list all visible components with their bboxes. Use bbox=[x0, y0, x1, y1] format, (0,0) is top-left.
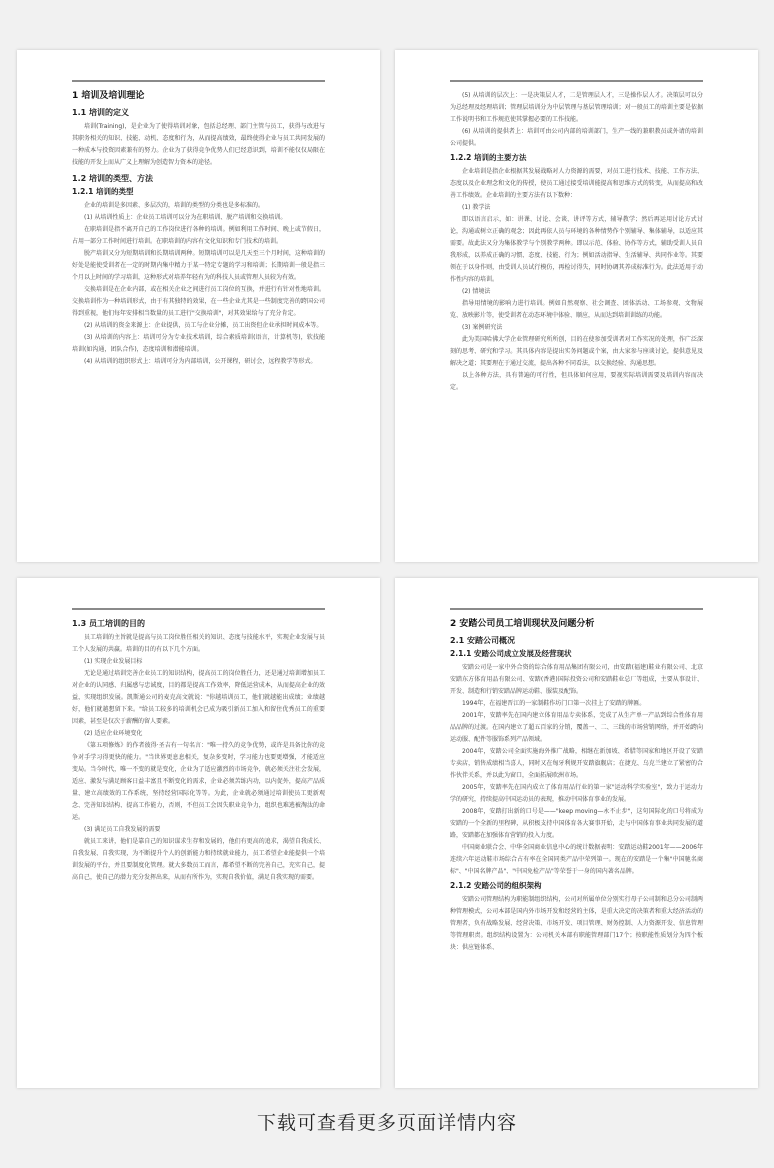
subsection-heading: 1.1 培训的定义 bbox=[72, 108, 129, 117]
page-content bbox=[72, 608, 325, 884]
body-paragraph: 就员工来讲，他们是靠自己的知识谋求生存和发展的，他们有更高的追求，渴望自我成长、自我发展、自我实现，为不断提升个人的创新能力和持续就业能力，员工希望企业能提供一个培训发展的平台，并且要制度化管理。就大多数员工而言，都希望不断的完善自己，充实自己，提高自己，使自己的潜力充分发挥出来，从而有所作为，实现自我价值，满足自我实现的需要。 bbox=[72, 838, 325, 881]
body-paragraph: 企业培训是指企业根据其发展战略对人力资源的需要，对员工进行技术、技能、工作方法、态度以及企业理念和文化的传授，使员工通过接受培训能提高和思维方式的转变，从而提高和改善工作绩效。企业培训的主要方法有以下数种： bbox=[450, 168, 703, 199]
body-paragraph: (3) 满足员工自我发展的需要 bbox=[84, 826, 161, 833]
body-paragraph: 培训(Training)，是企业为了使得培训对象，包括总经理、部门主管与员工，获得与改进与其职务相关的知识、技能、动机、态度和行为，从而提高绩效，最终使得企业与员工共同发展的一种成本与投资因素兼有的努力。企业为了获得竞争优势人们已经意识到，培训不能仅仅局限在技能的开发上而从广义上理解为创造智力资本的途径。 bbox=[72, 123, 325, 166]
page-body bbox=[450, 618, 703, 954]
subsubsection-heading: 2.1.2 安踏公司的组织架构 bbox=[450, 881, 542, 890]
body-paragraph: (2) 从培训的资金来源上：企业提供，员工与企业分摊，员工出资但企业承担时间成本等。 bbox=[84, 322, 323, 329]
body-paragraph: 指导用情境的影响力进行培训。例如自然观察、社会调查、团体活动、工场参观、文物展览、放映影片等，使受训者在动态环境中体验、顺应，从而达到培训训练的功能。 bbox=[450, 300, 703, 319]
body-paragraph: 安踏公司是一家中外合资的综合体育用品集团有限公司，由安踏(福建)鞋业有限公司、北京安踏东方体育用品有限公司、安踏(香港)国际投资公司和安踏鞋业总厂等组成，主要从事设计、开发、制造和行销安踏品牌运动鞋、服装及配饰。 bbox=[450, 664, 703, 695]
body-paragraph: (2) 适应企业环境变化 bbox=[84, 730, 143, 737]
header-rule bbox=[72, 608, 325, 610]
page-content bbox=[450, 80, 703, 394]
document-page-3 bbox=[17, 578, 380, 1088]
document-page-4 bbox=[395, 578, 758, 1088]
page-body bbox=[72, 90, 325, 368]
body-paragraph: (3) 案例研究法 bbox=[462, 324, 503, 331]
header-rule bbox=[450, 608, 703, 610]
body-paragraph: 企业的培训是多因素、多层次的，培训的类型的分类也是多标准的。 bbox=[84, 202, 265, 209]
subsubsection-heading: 1.2.2 培训的主要方法 bbox=[450, 153, 527, 162]
body-paragraph: 脱产培训又分为短期培训和长期培训两种。短期培训可以是几天至三个月时间，这种培训的好处是能使受训者在一定的时期内集中精力于某一特定专题的学习和培训；长期培训一般是指三个月以上时间的学习培训，这种形式对培养年轻有为的科技人员或管理人员较为有效。 bbox=[72, 250, 325, 281]
page-content bbox=[72, 80, 325, 368]
section-heading: 2 安踏公司员工培训现状及问题分析 bbox=[450, 619, 595, 629]
subsection-heading: 2.1 安踏公司概况 bbox=[450, 636, 515, 645]
body-paragraph: (1) 从培训性质上：企业员工培训可以分为在职培训、脱产培训和交换培训。 bbox=[84, 214, 287, 221]
body-paragraph: 无论是通过培训完善企业员工的知识结构，提高员工的岗位胜任力，还是通过培训增加员工对企业的认同感、归属感与忠诚度，目的都是提高工作效率，降低运营成本，从而提高企业的效益，实现组织发展。凯斯通公司的麦克高文就说："你越培训员工，他们就越能出成绩；业绩越好，他们就越想留下来。"给员工较多的培训机会已成为吸引新员工加入和留住优秀员工的重要因素，甚至是仅次于薪酬的留人要素。 bbox=[72, 670, 325, 725]
page-content bbox=[450, 608, 703, 954]
section-heading: 1 培训及培训理论 bbox=[72, 91, 145, 101]
subsection-heading: 1.3 员工培训的目的 bbox=[72, 619, 145, 628]
subsection-heading: 1.2 培训的类型、方法 bbox=[72, 174, 153, 183]
header-rule bbox=[72, 80, 325, 82]
body-paragraph: 2004年，安踏公司全面实施海外推广战略，相继在新加坡、希腊等国家和地区开设了安踏专卖店，销售成绩相当喜人，同时又在匈牙利规开安踏旗舰店；在捷克、乌克兰建立了紧密的合作伙伴关系，并以此为窗口，全面拓展欧洲市场。 bbox=[450, 748, 703, 779]
body-paragraph: 2005年，安踏率先在国内成立了体育用品行业的第一家"运动科学实验室"，致力于运动力学的研究，持续提高中国运动员的表现，推动中国体育事业的发展。 bbox=[450, 784, 703, 803]
subsubsection-heading: 2.1.1 安踏公司成立发展及经营现状 bbox=[450, 649, 572, 658]
document-page-2 bbox=[395, 50, 758, 562]
body-paragraph: 此为美国哈佛大学企业管理研究所所创，目的在使参加受训者对工作实况的处理，作广泛深刻的思考、研究和学习。其具体内容是提出实务问题或个案，由大家参与座谈讨论，提供意见及解决之道；其要理在于通过交流，提出各种不同看法，以交换经验、沟通思想。 bbox=[450, 336, 703, 367]
body-paragraph: 即以语言启示，如：讲课、讨论、会谈、讲评等方式，辅导教学；然后再运用讨论方式讨论，沟通或树立正确的观念；因此再依人员与环境的各种情势作个别辅导、集体辅导，以适应其需要。故此法又分为集体教学与个别教学两种。即以示范、体验、协作等方式，辅助受训人员自我形成，以养成正确的习惯、态度、技能、行为；例如活动指导、生活辅导、共同作业等。其要领在于以身作则，由受训人员试行模仿，再检讨得失，同时协调其养成标准行为。此法适用于动作性内容的培训。 bbox=[450, 216, 703, 283]
body-paragraph: 安踏公司管理结构为职能制组织结构，公司对所属单位分别实行母子公司制和总分公司制两种管理模式，公司本部是国内外市场开发和经营的主体，是重大决定的决策者和重大经济活动的管理者，负有战略发展、经营决策、市场开发、项目管理、财务控制、人力资源开发、信息管理等管理职责。组织结构设置为：公司机关本部有职能管理部门17个；按职能性质划分为四个板块：供应链体系、 bbox=[450, 896, 703, 951]
body-paragraph: 交换培训是在企业内部，或在相关企业之间进行员工岗位的互换，并进行有针对性地培训。交换培训作为一种培训形式，由于有其独特的效果，在一些企业尤其是一些制度完善的跨国公司得到重视，他们每年安排相当数量的员工进行"交换培训"，对其效果给与了充分肯定。 bbox=[72, 286, 325, 317]
body-paragraph: (6) 从培训的提供者上：培训可由公司内部的培训部门，生产一线的兼职教员或外请的培训公司提供。 bbox=[450, 128, 703, 147]
body-paragraph: (2) 情境法 bbox=[462, 288, 491, 295]
subsubsection-heading: 1.2.1 培训的类型 bbox=[72, 187, 134, 196]
page-body bbox=[450, 90, 703, 394]
body-paragraph: 2001年，安踏率先在国内建立体育用品专卖体系，完成了从生产单一产品到综合性体育用品品牌的过渡。在国内建立了超五百家的分销，覆盖一、二、三线的市场营销网络，并开始跨向运动服、配件等服饰系列产品领域。 bbox=[450, 712, 703, 743]
body-paragraph: (3) 从培训的内容上：培训可分为专业技术培训，综合素质培训(语言，计算机等)，软技能培训(如沟通，团队合作)，态度培训和潜能培训。 bbox=[72, 334, 325, 353]
body-paragraph: (1) 实现企业发展目标 bbox=[84, 658, 143, 665]
body-paragraph: 在职培训是指不离开自己的工作岗位进行各种的培训。例如利用工作时间、晚上或节假日，占用一部分工作时间进行培训。在职培训的内容有文化知识和专门技术的培训。 bbox=[72, 226, 325, 245]
body-paragraph: (4) 从培训的组织形式上：培训可分为内部培训，公开课程，研讨会，远程教学等形式。 bbox=[84, 358, 317, 365]
body-paragraph: 2008年，安踏打出新的口号是——"keep moving—永不止步"，这句国际化的口号将成为安踏的一个全新的里程碑，从积极支持中国体育各大赛事开始，走与中国体育事业共同发展的道路，安踏都在加强体育营销的投入力度。 bbox=[450, 808, 703, 839]
body-paragraph: (1) 教学法 bbox=[462, 204, 491, 211]
page-body bbox=[72, 618, 325, 884]
header-rule bbox=[450, 80, 703, 82]
download-more-caption[interactable]: 下载可查看更多页面详情内容 bbox=[256, 1112, 517, 1134]
body-paragraph: 员工培训的主旨就是提高与员工岗位胜任相关的知识、态度与技能水平，实现企业发展与员工个人发展的共赢。培训的目的有以下几个方面。 bbox=[72, 634, 325, 653]
body-paragraph: 1994年，在福建晋江的一家制鞋作坊门口第一次挂上了安踏的牌匾。 bbox=[462, 700, 646, 707]
body-paragraph: 《第五项修炼》的作者彼得·圣吉有一句名言："唯一持久的竞争优势，或许是具备比你的竞争对手学习得更快的能力。"当世界更息息相关，复杂多变时，学习能力也要更增强，才能适应变局。当今时代，唯一不变的就是变化，企业为了适应激烈的市场竞争，就必须关注社会发展，适应、激发与满足顾客日益丰富且不断变化的需求，企业必须苦练内功，以内促外，提高产品质量、建立高绩效的工作系统，坚持经营国际化等等。为此，企业就必须通过培训使员工更新观念、完善知识结构、提高工作能力，否则，不但员工会因失职业竞争力，组织也难逃被淘汰的命运。 bbox=[72, 742, 325, 821]
document-page-1 bbox=[17, 50, 380, 562]
body-paragraph: (5) 从培训的层次上：一是决策层人才，二是管理层人才，三是操作层人才。决策层可以分为总经理及经理培训；管理层培训分为中层管理与基层管理培训；对一般员工的培训主要是依据工作说明书和工作规范使其掌握必要的工作技能。 bbox=[450, 92, 703, 123]
body-paragraph: 以上各种方法，具有普遍的可行性，但具体如何应用，要视实际培训需要及培训内容而决定。 bbox=[450, 372, 703, 391]
body-paragraph: 中国商业联合会、中华全国商业信息中心的统计数据表明：安踏运动鞋2001年——2006年连续六年运动鞋市场综合占有率在全国同类产品中荣列第一。现在的安踏是一个集"中国驰名商标"、"中国名牌产品"、"中国免检产品"等荣誉于一身的国内著名品牌。 bbox=[450, 844, 703, 875]
